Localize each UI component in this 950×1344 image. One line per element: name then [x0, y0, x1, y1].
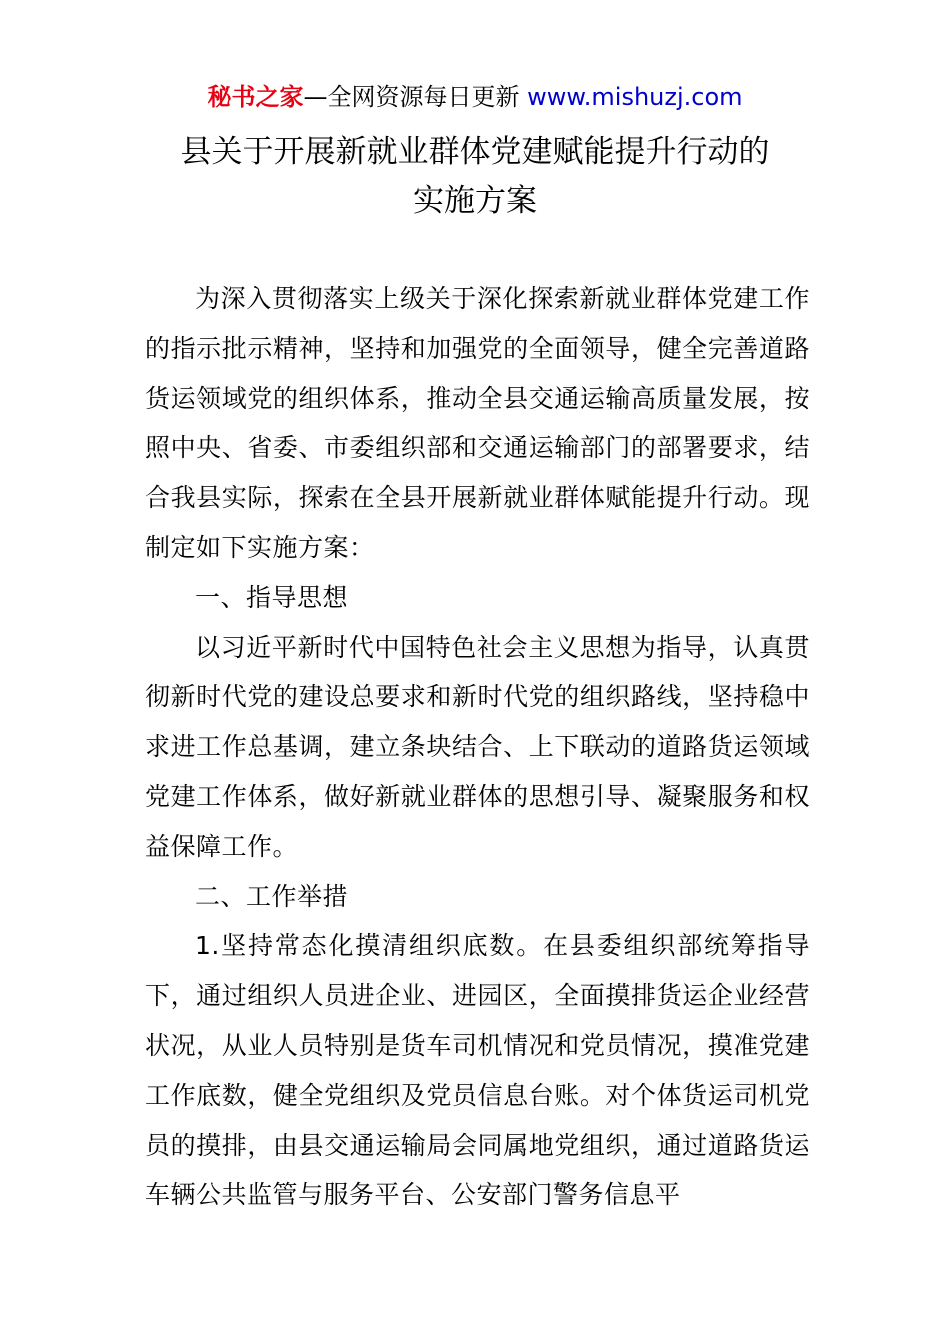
section-heading-work-measures: 二、工作举措 [195, 881, 349, 911]
site-url-link[interactable]: www.mishuzj.com [527, 83, 743, 111]
intro-paragraph: 为深入贯彻落实上级关于深化探索新就业群体党建工作的指示批示精神，坚持和加强党的全面领导，健全完善道路货运领域党的组织体系，推动全县交通运输高质量发展，按照中央、省委、市委组织部和交通运输部门的部署要求，结合我县实际，探索在全县开展新就业群体赋能提升行动。现制定如下实施方案： [145, 284, 810, 562]
brand-name: 秘书之家 [207, 83, 304, 111]
section-heading-guiding-ideology: 一、指导思想 [195, 582, 349, 612]
document-title [0, 128, 950, 226]
guiding-ideology-paragraph: 以习近平新时代中国特色社会主义思想为指导，认真贯彻新时代党的建设总要求和新时代党的组织路线，坚持稳中求进工作总基调，建立条块结合、上下联动的道路货运领域党建工作体系，做好新就业群体的思想引导、凝聚服务和权益保障工作。 [145, 632, 810, 861]
header-tagline: —全网资源每日更新 [303, 83, 528, 111]
work-measure-1-paragraph: 1.坚持常态化摸清组织底数。在县委组织部统筹指导下，通过组织人员进企业、进园区，全面摸排货运企业经营状况，从业人员特别是货车司机情况和党员情况，摸准党建工作底数，健全党组织及党员信息台账。对个体货运司机党员的摸排，由县交通运输局会同属地党组织，通过道路货运车辆公共监管与服务平台、公安部门警务信息平 [145, 931, 810, 1210]
document-body [145, 274, 810, 1220]
title-line-2: 实施方案 [413, 183, 537, 219]
title-line-1: 县关于开展新就业群体党建赋能提升行动的 [180, 134, 770, 170]
site-header [0, 80, 950, 114]
